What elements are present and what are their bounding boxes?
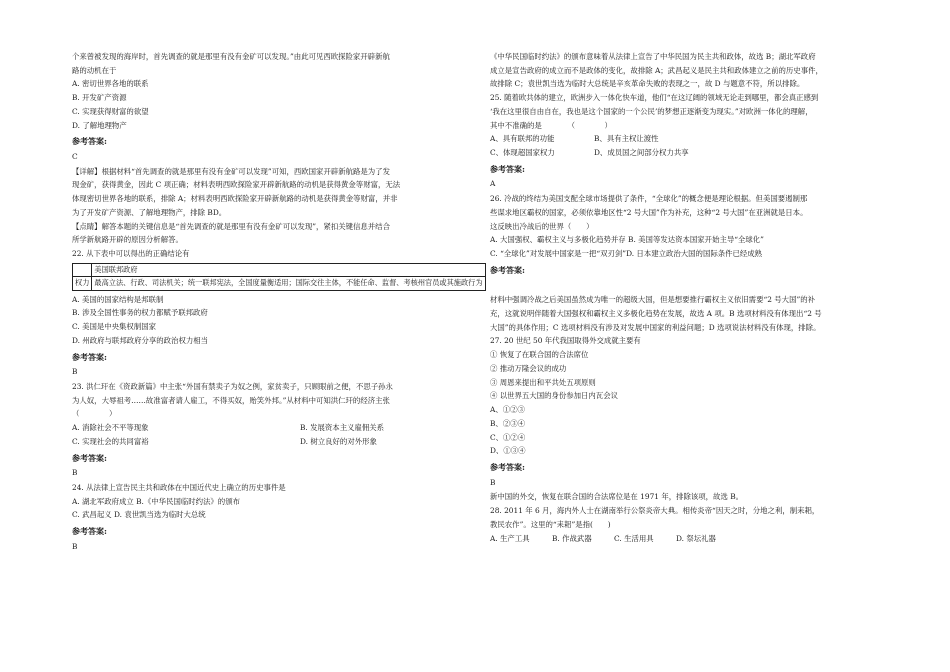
q23-options-row-2	[72, 437, 477, 448]
q21-detail-line: 体现密切世界各地的联系，排除 A；材料表明西欧探险家开辟新航路的动机是获得黄金等财富，并非	[72, 194, 398, 204]
q22-table-label: 权力	[73, 277, 92, 290]
answer-heading: 参考答案:	[72, 136, 107, 147]
q23-option-b: B. 发展资本主义雇佣关系	[300, 423, 385, 433]
q22-option-b: B. 涉及全国性事务的权力都赋予联邦政府	[72, 308, 208, 318]
q25-answer: A	[490, 179, 496, 189]
q23-option-d: D. 树立良好的对外形象	[300, 436, 377, 446]
answer-heading: 参考答案:	[490, 462, 525, 473]
answer-heading: 参考答案:	[72, 526, 107, 537]
left-column	[72, 52, 483, 557]
q22-answer: B	[72, 367, 78, 377]
q26-detail-line: 大国”的具体作用；C 选项材料没有涉及对发展中国家的利益问题；D 选项说法材料没有体现，排除。	[490, 322, 821, 332]
q21-answer: C	[72, 152, 78, 161]
q27-option-a: A、①②③	[490, 405, 525, 415]
q21-detail-line: 【详解】根据材料“首先调查的就是那里有没有金矿可以发现”可知，西欧国家开辟新航路是为了发	[72, 166, 390, 176]
q21-tip-line: 【点睛】解答本题的关键信息是“首先调查的就是那里有没有金矿可以发现”，紧扣关键信息并结合	[72, 221, 390, 231]
q23-options-row-1	[72, 423, 477, 434]
q27-item-3: ③ 周恩来提出和平共处五项原则	[490, 377, 596, 387]
q22-table-cell: 最高立法、行政、司法机关；统一联邦宪法，全国度量衡适用；国际交往主体，不能任命、监督、考核州官员或其施政行为	[92, 277, 485, 290]
q23-option-a: A. 消除社会不平等现象	[72, 423, 149, 433]
answer-heading: 参考答案:	[72, 351, 107, 362]
q25-stem-line: ‘我在这里很自由自在，我也是这个国家的一个公民’的梦想正逐渐变为现实。”对欧洲一体化的理解，	[490, 106, 813, 116]
q25-stem-line: 其中不准确的是 （ ）	[490, 120, 612, 130]
q27-detail: 新中国的外交，恢复在联合国的合法席位是在 1971 年，排除该项，故选 B。	[490, 492, 744, 502]
q25-option-c: C、体现超国家权力	[490, 148, 555, 158]
q26-answer-blank	[490, 280, 880, 291]
q28-option-d: D. 祭坛礼器	[676, 533, 716, 543]
q24-detail-line: 《中华民国临时约法》的颁布意味着从法律上宣告了中华民国为民主共和政体，故选 B；湖北军政府	[490, 52, 816, 61]
q26-stem-line: 这反映出冷战后的世界（ ）	[490, 221, 594, 231]
q27-item-4: ④ 以世界五大国的身份参加日内瓦会议	[490, 391, 618, 401]
q22-option-a: A. 美国的国家结构是邦联制	[72, 294, 164, 304]
q21-stem-line-2: 路的动机在于	[72, 65, 117, 75]
q28-stem-line: 28. 2011 年 6 月，海内外人士在湖南举行公祭炎帝大典。相传炎帝“因天之时，分地之利，制耒耜，	[490, 506, 820, 516]
q22-option-d: D. 州政府与联邦政府分享的政治权力相当	[72, 335, 209, 345]
q21-option-d: D. 了解地理物产	[72, 120, 127, 130]
q24-detail-line: 成立是宣告政府的成立而不是政体的变化，故排除 A；武昌起义是民主共和政体建立之前的历史事件，	[490, 65, 823, 75]
q24-options-row-2: C. 武昌起义 D. 袁世凯当选为临时大总统	[72, 510, 206, 520]
q28-option-b: B. 作战武器	[552, 533, 592, 543]
q26-detail-line: 材料中强调冷战之后美国虽然成为唯一的超级大国，但是想要推行霸权主义依旧需要“2 号大国”的补	[490, 295, 816, 305]
q25-option-d: D、成员国之间部分权力共享	[594, 148, 689, 158]
q26-options-row-1: A. 大国强权、霸权主义与多极化趋势并存 B. 美国等发达资本国家开始主导“全球化”	[490, 235, 764, 245]
q23-stem-line: 23. 洪仁玕在《资政新篇》中主张“外国有禁卖子为奴之例，家贫卖子，只顾眼前之便，不思子孙永	[72, 382, 393, 392]
q23-option-c: C. 实现社会的共同富裕	[72, 436, 149, 446]
q27-option-b: B、②③④	[490, 418, 525, 428]
q28-option-a: A. 生产工具	[490, 533, 530, 543]
q28-options-row	[490, 534, 880, 545]
q23-stem-line: 为人奴，大辱祖考……故准富者请人雇工，不得买奴，贻笑外邦。”从材料中可知洪仁玕的经济主张	[72, 395, 390, 405]
q25-option-b: B、具有主权让渡性	[594, 134, 659, 144]
answer-heading: 参考答案:	[72, 452, 107, 463]
q23-answer: B	[72, 468, 78, 478]
q24-options-row-1: A. 湖北军政府成立 B.《中华民国临时约法》的颁布	[72, 496, 240, 506]
q28-stem-line: 教民农作”。这里的“耒耜”是指( )	[490, 519, 611, 529]
answer-heading: 参考答案:	[490, 264, 525, 275]
q24-detail-line: 故排除 C；袁世凯当选为临时大总统是辛亥革命失败的表现之一，故 D 与题意不符，所以排除。	[490, 79, 805, 89]
q21-stem-line-1: 个来曾被发现的海岸时，首先调查的就是那里有没有金矿可以发现。”由此可见西欧探险家开辟新航	[72, 52, 390, 61]
q26-options-row-2: C. “全球化”对发展中国家是一把“双刃剑”D. 日本建立政治大国的国际条件已经成熟	[490, 249, 763, 259]
q25-options-row-1	[490, 134, 880, 145]
q22-table-corner	[73, 263, 92, 276]
q24-answer: B	[72, 541, 78, 551]
q21-option-b: B. 开发矿产资源	[72, 93, 127, 103]
q25-option-a: A、具有联邦的功能	[490, 134, 555, 144]
q21-option-a: A. 密切世界各地的联系	[72, 79, 149, 89]
q27-item-2: ② 推动万隆会议的成功	[490, 363, 567, 373]
q27-answer: B	[490, 477, 496, 487]
answer-heading: 参考答案:	[490, 163, 525, 174]
right-column	[490, 52, 880, 547]
q22-table	[72, 263, 486, 291]
q21-detail-line: 为了开发矿产资源、了解地理物产，排除 BD。	[72, 207, 227, 217]
q27-option-d: D、①③④	[490, 446, 526, 456]
q28-option-c: C. 生活用具	[614, 533, 654, 543]
q24-stem: 24. 从法律上宣告民主共和政体在中国近代史上确立的历史事件是	[72, 483, 286, 493]
q26-detail-line: 充，这就说明伴随着大国强权和霸权主义多极化趋势在发展，故选 A 项。B 选项材料没有体现出“2 号	[490, 308, 822, 318]
q25-stem-line: 25. 随着欧共体的建立，欧洲步入一体化快车道，他们“在这辽阔的领域无论走到哪里，都会真正感到	[490, 93, 819, 103]
q27-option-c: C、①②④	[490, 432, 526, 442]
q26-stem-line: 些谋求地区霸权的国家，必须依靠地区性“2 号大国”作为补充，这种“2 号大国”在亚洲就是日本。	[490, 207, 808, 217]
q25-options-row-2	[490, 148, 880, 159]
q21-detail-line: 现金矿，获得黄金，因此 C 项正确；材料表明西欧探险家开辟新航路的动机是获得黄金等财富，无法	[72, 180, 401, 190]
q22-stem: 22. 从下表中可以得出的正确结论有	[72, 249, 190, 259]
q21-option-c: C. 实现获得财富的欲望	[72, 106, 149, 116]
q21-tip-line: 所学新航路开辟的原因分析解答。	[72, 235, 183, 245]
q26-stem-line: 26. 冷战的终结为美国支配全球市场提供了条件，“全球化”的概念便是理论根据。但美国要遏制那	[490, 194, 808, 204]
q22-table-header: 美国联邦政府	[92, 263, 485, 276]
q27-stem: 27. 20 世纪 50 年代我国取得外交成就主要有	[490, 336, 641, 346]
q27-item-1: ① 恢复了在联合国的合法席位	[490, 350, 589, 360]
q23-stem-line: （ ）	[72, 409, 117, 419]
q22-option-c: C. 美国是中央集权制国家	[72, 322, 156, 332]
